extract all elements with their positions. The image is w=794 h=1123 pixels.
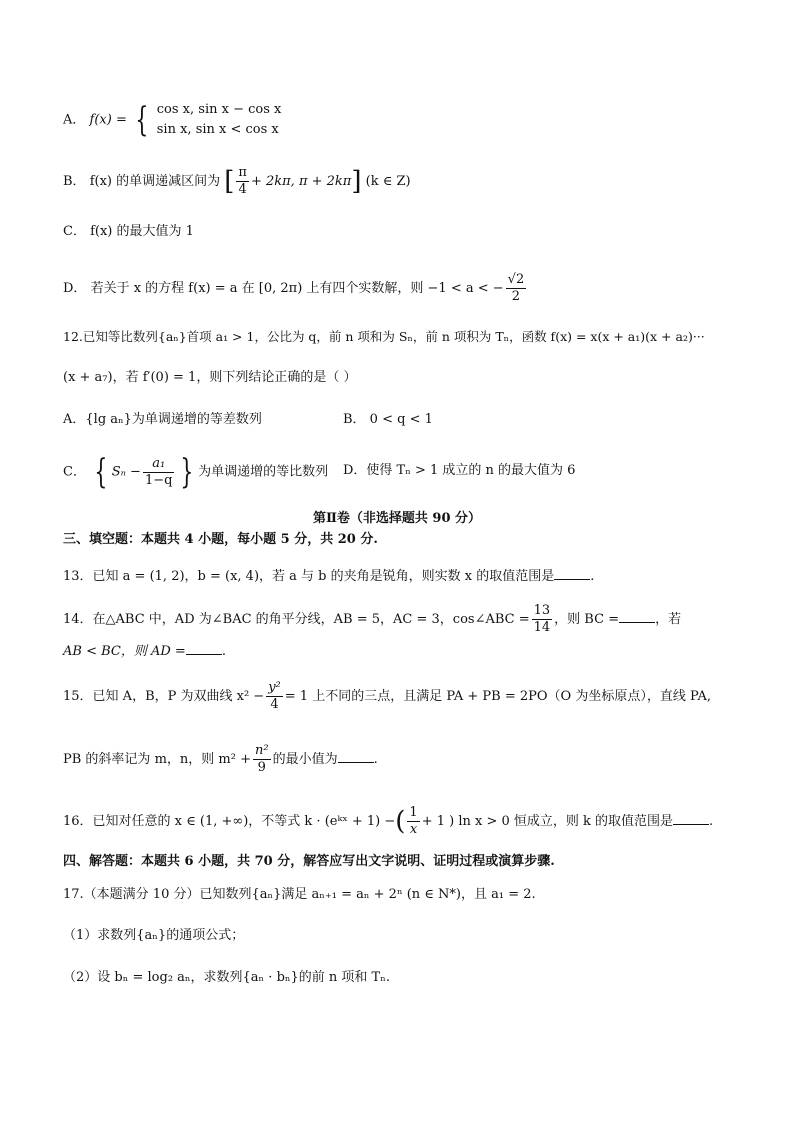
right-bracket-symbol: ] <box>351 166 362 197</box>
case-1: cos x, sin x − cos x <box>156 102 282 117</box>
fraction <box>143 456 175 489</box>
q15-line1 <box>63 680 711 713</box>
option-label: B． <box>63 174 86 189</box>
question-end: . <box>590 569 595 584</box>
denominator: 9 <box>257 760 266 775</box>
question-text: 的最小值为 <box>272 752 338 767</box>
denominator: 2 <box>511 289 521 304</box>
q16 <box>63 805 713 838</box>
answer-section-header: 四、解答题：本题共 6 小题，共 70 分，解答应写出文字说明、证明过程或演算步骤. <box>63 854 555 869</box>
numerator: y² <box>268 680 281 695</box>
case-2: sin x, sin x < cos x <box>156 122 279 137</box>
answer-blank <box>554 565 590 580</box>
option-text: f(x) 的最大值为 1 <box>90 224 194 239</box>
q11-option-c <box>63 222 194 242</box>
q15-line2 <box>63 743 378 776</box>
answer-blank <box>338 748 374 763</box>
option-label: D． <box>63 281 87 296</box>
fraction <box>532 603 553 636</box>
question-end: . <box>373 752 378 767</box>
numerator: a₁ <box>143 456 175 473</box>
section-title: 第Ⅱ卷（非选择题共 90 分） <box>312 511 482 526</box>
denominator: x <box>409 822 418 837</box>
option-label: A． <box>63 112 86 128</box>
question-end: . <box>709 814 714 829</box>
q11-option-a <box>63 100 281 140</box>
question-text: 15．已知 A，B，P 为双曲线 x² − <box>63 689 265 704</box>
q17-stem: 17.（本题满分 10 分）已知数列{aₙ}满足 aₙ₊₁ = aₙ + 2ⁿ (n ∈ N*)，且 a₁ = 2. <box>63 887 536 902</box>
q12-option-d: D．使得 Tₙ > 1 成立的 n 的最大值为 6 <box>343 463 576 478</box>
function-lhs: f(x) = <box>89 112 127 128</box>
q14-line2 <box>63 640 226 662</box>
option-label: C． <box>63 224 86 239</box>
option-text: 为单调递增的等比数列 <box>198 464 329 480</box>
numerator: 1 <box>409 805 418 820</box>
q13 <box>63 565 594 587</box>
question-text: = 1 上不同的三点，且满足 PA + PB = 2PO（O 为坐标原点），直线 PA, <box>284 689 712 704</box>
fraction <box>253 743 271 776</box>
sequence-text: Sₙ − <box>111 464 141 480</box>
fraction <box>506 272 527 305</box>
left-brace-symbol: { <box>94 452 108 492</box>
q12-option-a: A．{lg aₙ}为单调递增的等差数列 <box>63 412 262 427</box>
denominator: 1−q <box>144 472 173 488</box>
denominator: 14 <box>533 620 551 635</box>
numerator: n² <box>254 743 269 758</box>
piecewise-cases <box>157 100 282 140</box>
option-label: C． <box>63 464 86 480</box>
left-bracket-symbol: [ <box>224 166 235 197</box>
denominator: 4 <box>238 182 247 197</box>
question-text: 13．已知 a = (1, 2)，b = (x, 4)，若 a 与 b 的夹角是锐角，则实数 x 的取值范围是 <box>63 569 555 584</box>
q12-stem-line1: 12.已知等比数列{aₙ}首项 a₁ > 1，公比为 q，前 n 项和为 Sₙ，前 n 项积为 Tₙ，函数 f(x) = x(x + a₁)(x + a₂)··· <box>63 329 705 344</box>
option-text: 若关于 x 的方程 f(x) = a 在 [0, 2π) 上有四个实数解，则 −1 < a < − <box>90 281 504 296</box>
denominator: 4 <box>270 697 279 712</box>
q11-option-d <box>63 272 528 305</box>
question-text: ，则 BC = <box>554 612 620 627</box>
left-brace-symbol: { <box>135 100 149 140</box>
q17-part1: （1）求数列{aₙ}的通项公式； <box>63 928 245 943</box>
question-text: ，若 <box>655 612 682 627</box>
q14-line1 <box>63 603 681 636</box>
interval-text: + 2kπ, π + 2kπ <box>250 174 352 189</box>
left-paren-symbol: ( <box>395 806 406 837</box>
question-text: AB < BC，则 AD = <box>63 644 186 659</box>
q12-stem-line2: (x + a₇)，若 f′(0) = 1，则下列结论正确的是（ ） <box>63 370 357 385</box>
numerator: 13 <box>533 603 551 618</box>
answer-blank <box>186 640 222 655</box>
question-text: PB 的斜率记为 m，n，则 m² + <box>63 752 251 767</box>
q12-option-c <box>63 452 329 492</box>
fraction <box>236 165 249 198</box>
answer-blank <box>619 608 655 623</box>
fraction <box>266 680 283 713</box>
right-brace-symbol: } <box>180 452 194 492</box>
question-end: . <box>221 644 226 659</box>
fill-in-header: 三、填空题：本题共 4 小题，每小题 5 分，共 20 分. <box>63 532 378 547</box>
domain-text: (k ∈ Z) <box>365 174 411 189</box>
option-text: f(x) 的单调递减区间为 <box>89 174 221 189</box>
question-text: 16．已知对任意的 x ∈ (1, +∞)，不等式 k · (eᵏˣ + 1) − <box>63 814 396 829</box>
fraction <box>407 805 419 838</box>
answer-blank <box>673 810 709 825</box>
question-text: 14．在△ABC 中，AD 为∠BAC 的角平分线，AB = 5，AC = 3，cos∠ABC = <box>63 612 530 627</box>
q11-option-b <box>63 165 411 198</box>
numerator: π <box>238 165 247 180</box>
question-text: + 1 ) ln x > 0 恒成立，则 k 的取值范围是 <box>421 814 674 829</box>
numerator: √2 <box>507 272 525 287</box>
q12-option-b: B． 0 < q < 1 <box>343 412 433 427</box>
q17-part2: （2）设 bₙ = log₂ aₙ，求数列{aₙ · bₙ}的前 n 项和 Tₙ. <box>63 970 390 985</box>
